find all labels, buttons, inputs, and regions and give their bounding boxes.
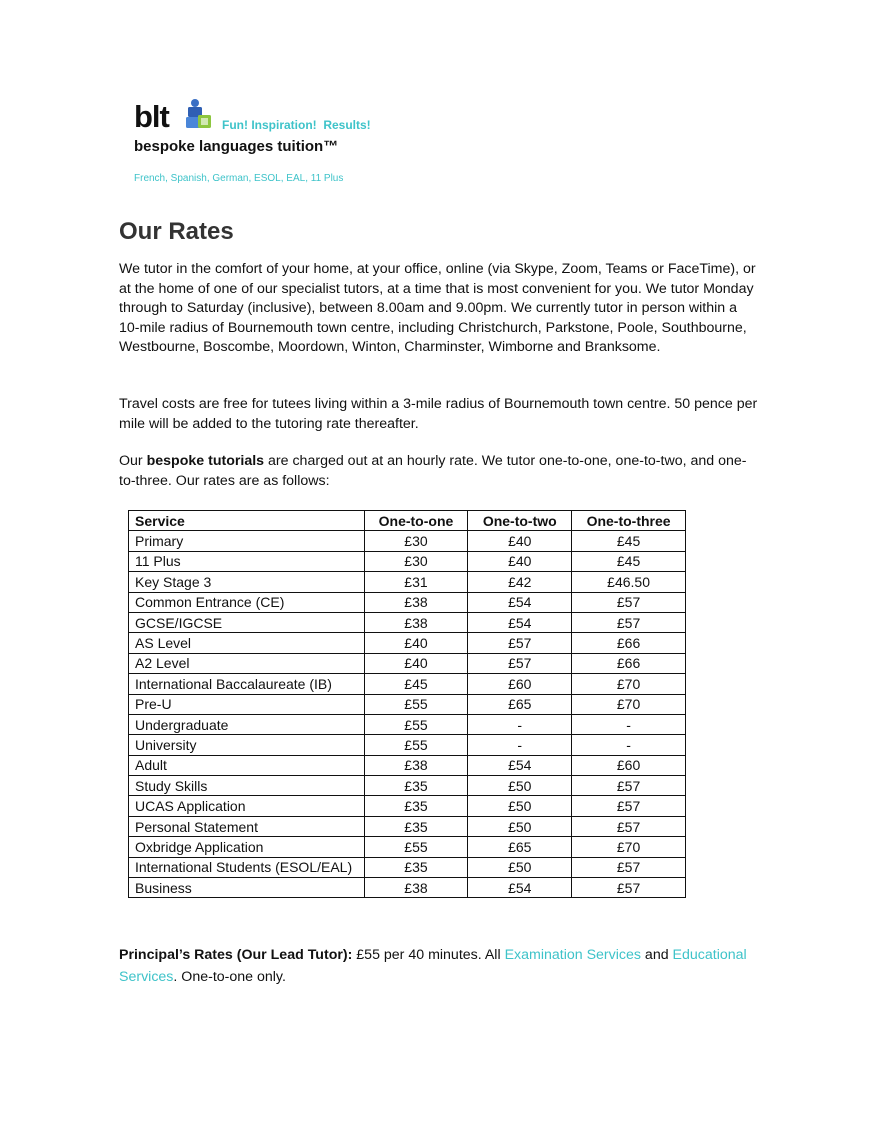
rate-cell: £40 (364, 653, 468, 673)
rate-cell: £60 (572, 755, 686, 775)
rate-cell: £38 (364, 612, 468, 632)
service-cell: Key Stage 3 (129, 572, 365, 592)
rate-cell: £66 (572, 633, 686, 653)
header-one-to-two: One-to-two (468, 511, 572, 531)
languages-list: French, Spanish, German, ESOL, EAL, 11 Plus (134, 173, 344, 184)
rate-cell: £45 (364, 674, 468, 694)
intro-paragraph: We tutor in the comfort of your home, at your office, online (via Skype, Zoom, Teams or FaceTime), or at the home of one of our specialist tutors, at a time that is most convenient for you. We tutor Monday through to Saturday (inclusive), between 8.00am and 9.00pm. We currently tutor in person within a 10-mile radius of Bournemouth town centre, including Christchurch, Parkstone, Poole, Southbourne, Westbourne, Boscombe, Moordown, Winton, Charminster, Wimborne and Branksome. (119, 261, 756, 355)
rate-cell: - (572, 735, 686, 755)
service-cell: Business (129, 878, 365, 898)
table-row (129, 714, 686, 734)
bespoke-tutorials-bold: bespoke tutorials (146, 453, 265, 469)
rate-cell: £57 (572, 592, 686, 612)
rate-cell: £50 (468, 816, 572, 836)
service-cell: Adult (129, 755, 365, 775)
rate-cell: £57 (572, 796, 686, 816)
service-cell: 11 Plus (129, 551, 365, 571)
table-row (129, 612, 686, 632)
table-row (129, 572, 686, 592)
table-header-row (129, 511, 686, 531)
rate-cell: - (468, 714, 572, 734)
service-cell: Primary (129, 531, 365, 551)
rate-cell: £55 (364, 837, 468, 857)
tagline: Fun! Inspiration! Results! (222, 118, 371, 132)
principal-text-1: £55 per 40 minutes. All (352, 947, 505, 963)
rate-cell: £57 (572, 878, 686, 898)
rate-cell: £57 (572, 612, 686, 632)
service-cell: Common Entrance (CE) (129, 592, 365, 612)
table-row (129, 633, 686, 653)
rate-cell: £70 (572, 694, 686, 714)
rate-cell: £31 (364, 572, 468, 592)
table-row (129, 837, 686, 857)
principal-label: Principal’s Rates (Our Lead Tutor): (119, 947, 353, 963)
rate-cell: £45 (572, 551, 686, 571)
rate-cell: £54 (468, 612, 572, 632)
rate-cell: £55 (364, 735, 468, 755)
service-cell: Personal Statement (129, 816, 365, 836)
rate-cell: £38 (364, 592, 468, 612)
service-cell: University (129, 735, 365, 755)
rate-cell: £50 (468, 776, 572, 796)
educational-services-link[interactable]: Educational Services (119, 947, 747, 985)
table-row (129, 694, 686, 714)
rate-cell: £65 (468, 694, 572, 714)
rate-cell: £57 (572, 776, 686, 796)
rate-cell: £57 (572, 816, 686, 836)
rate-cell: £54 (468, 755, 572, 775)
rate-cell: £30 (364, 551, 468, 571)
rate-cell: £40 (468, 531, 572, 551)
logo-text: blt (134, 99, 169, 134)
rate-cell: £38 (364, 755, 468, 775)
principal-text-2: and (640, 947, 673, 963)
header-one-to-one: One-to-one (364, 511, 468, 531)
rate-cell: £45 (572, 531, 686, 551)
rate-cell: - (572, 714, 686, 734)
rate-cell: £60 (468, 674, 572, 694)
principal-rates (119, 944, 759, 988)
rate-cell: £65 (468, 837, 572, 857)
table-row (129, 653, 686, 673)
examination-services-link[interactable]: Examination Services (504, 947, 641, 963)
stacked-blocks-logo-icon (184, 98, 212, 130)
service-cell: Pre-U (129, 694, 365, 714)
table-row (129, 755, 686, 775)
table-row (129, 735, 686, 755)
tutorials-text-post: are charged out at an hourly rate. We tutor one-to-one, one-to-two, and one-to-three. Our rates are as follows: (119, 453, 747, 489)
header-one-to-three: One-to-three (572, 511, 686, 531)
service-cell: Undergraduate (129, 714, 365, 734)
header-service: Service (129, 511, 365, 531)
rates-table-body (129, 531, 686, 898)
rate-cell: £57 (572, 857, 686, 877)
service-cell: UCAS Application (129, 796, 365, 816)
rates-table (128, 510, 686, 898)
table-row (129, 674, 686, 694)
table-row (129, 878, 686, 898)
table-row (129, 592, 686, 612)
principal-text-3: . One-to-one only. (173, 969, 286, 985)
table-row (129, 776, 686, 796)
rate-cell: £55 (364, 694, 468, 714)
rate-cell: £54 (468, 878, 572, 898)
rate-cell: £35 (364, 857, 468, 877)
table-row (129, 531, 686, 551)
rate-cell: £55 (364, 714, 468, 734)
service-cell: GCSE/IGCSE (129, 612, 365, 632)
rate-cell: £35 (364, 776, 468, 796)
table-row (129, 816, 686, 836)
rate-cell: £57 (468, 653, 572, 673)
table-row (129, 796, 686, 816)
rate-cell: £70 (572, 837, 686, 857)
service-cell: International Baccalaureate (IB) (129, 674, 365, 694)
rate-cell: £30 (364, 531, 468, 551)
rate-cell: £54 (468, 592, 572, 612)
rate-cell: £57 (468, 633, 572, 653)
rate-cell: £38 (364, 878, 468, 898)
rate-cell: £35 (364, 816, 468, 836)
rate-cell: £40 (364, 633, 468, 653)
service-cell: International Students (ESOL/EAL) (129, 857, 365, 877)
tutorials-text-pre: Our (119, 453, 147, 469)
rate-cell: £70 (572, 674, 686, 694)
service-cell: A2 Level (129, 653, 365, 673)
brand-name: bespoke languages tuition™ (134, 138, 339, 155)
table-row (129, 551, 686, 571)
rate-cell: £35 (364, 796, 468, 816)
service-cell: AS Level (129, 633, 365, 653)
rate-cell: - (468, 735, 572, 755)
rate-cell: £42 (468, 572, 572, 592)
travel-costs-paragraph: Travel costs are free for tutees living within a 3-mile radius of Bournemouth town centre. 50 pence per mile will be added to the tutoring rate thereafter. (119, 396, 758, 432)
table-row (129, 857, 686, 877)
rate-cell: £50 (468, 857, 572, 877)
service-cell: Oxbridge Application (129, 837, 365, 857)
rate-cell: £50 (468, 796, 572, 816)
service-cell: Study Skills (129, 776, 365, 796)
page-title: Our Rates (119, 218, 234, 245)
rate-cell: £46.50 (572, 572, 686, 592)
rate-cell: £40 (468, 551, 572, 571)
rate-cell: £66 (572, 653, 686, 673)
tutorials-paragraph (119, 452, 759, 491)
